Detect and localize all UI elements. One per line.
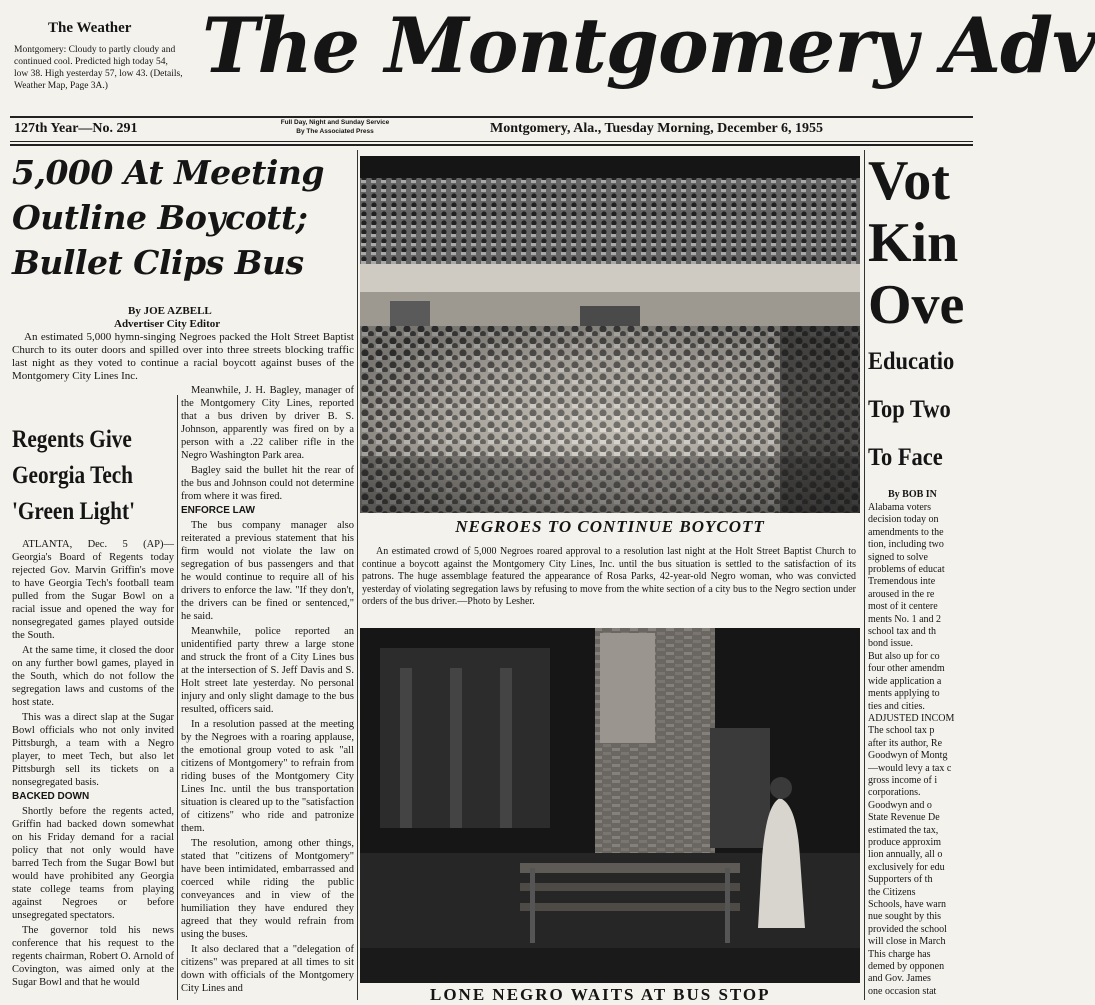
right-story-line: signed to solve	[868, 551, 928, 563]
photo-caption-text: An estimated crowd of 5,000 Negroes roared approval to a resolution last night at the Holt Street Baptist Church to continue a boycott against the Montgomery City Lines, Inc. until the bus situation is settled to the satisfaction of its patrons. The huge assemblage featured the appearance of Rosa Parks, 42-year-old Negro woman, who was convicted yesterday of violating segregation laws by refusing to move from the white section of a city bus to the Negro section under orders of the bus driver.—Photo by Lesher.	[362, 546, 856, 607]
right-story-line: provided the school	[868, 923, 947, 935]
main-story-column	[181, 384, 354, 994]
right-subhead-line: To Face	[868, 444, 943, 471]
right-story-text	[868, 502, 973, 998]
right-story-line: tion, including two	[868, 539, 944, 551]
weather-report: Montgomery: Cloudy to partly cloudy and continued cool. Predicted high today 54, low 38. High yesterday 57, low 43. (Details, Weather Map, Page 3A.)	[14, 45, 183, 91]
year-number: 127th Year—No. 291	[14, 121, 138, 136]
right-subhead-line: Top Two	[868, 396, 951, 423]
right-story-line: But also up for co	[868, 650, 940, 662]
story-paragraph: The bus company manager also reiterated a previous statement that his firm would not violate the law on segregation of bus passengers and that he would continue to require all of his drivers to enforce the law. "If they don't, the drivers can be fined or sentenced," he said.	[181, 520, 354, 622]
column-divider	[357, 150, 358, 1000]
photo-caption-title: NEGROES TO CONTINUE BOYCOTT	[455, 517, 765, 536]
right-story-line: gross income of i	[868, 774, 938, 786]
right-headline-line: Kin	[868, 212, 959, 274]
bus-stop-photo	[360, 628, 860, 983]
story-paragraph: It also declared that a "delegation of citizens" was prepared at all times to sit down with officials of the Montgomery City Lines and	[181, 944, 354, 994]
byline-title: Advertiser City Editor	[114, 318, 221, 330]
byline: By JOE AZBELL	[128, 305, 212, 317]
column-divider	[177, 395, 178, 1000]
right-story-line: produce approxim	[868, 836, 942, 848]
right-story-line: school tax and th	[868, 626, 937, 638]
right-story-line: one occasion stat	[868, 985, 937, 997]
right-story-line: Schools, have warn	[868, 899, 947, 910]
headline-line: 5,000 At Meeting	[12, 153, 324, 192]
dateline: Montgomery, Ala., Tuesday Morning, December 6, 1955	[490, 121, 824, 136]
story-paragraph: Meanwhile, J. H. Bagley, manager of the Montgomery City Lines, reported that a bus driven by driver B. S. Johnson, apparently was fired on by a person with a .22 caliber rifle in the Negro Washington Park area.	[181, 385, 354, 461]
regents-story-column	[12, 538, 174, 1000]
right-story-line: —would levy a tax c	[868, 762, 952, 774]
right-story-line: the Citizens	[868, 886, 916, 898]
right-story-line: will close in March	[868, 936, 946, 948]
right-story-line: after its author, Re	[868, 737, 943, 749]
right-story-line: Alabama voters	[868, 502, 932, 513]
right-byline: By BOB IN	[888, 489, 937, 500]
right-story-line: State Revenue De	[868, 812, 940, 824]
story-paragraph: Meanwhile, police reported an unidentified party threw a large stone and struck the front of a City Lines bus at the intersection of S. Jeff Davis and S. Holt street late yesterday. No personal injury and only slight damage to the bus resulted, officers said.	[181, 626, 354, 715]
church-crowd-photo	[360, 156, 860, 513]
bottom-photo-caption: LONE NEGRO WAITS AT BUS STOP	[430, 985, 771, 1004]
story-subhead: ENFORCE LAW	[181, 505, 255, 516]
headline-line: Outline Boycott;	[12, 198, 308, 237]
top-rule	[10, 116, 973, 118]
info-rule-double	[10, 144, 973, 146]
right-story-line: demed by opponen	[868, 961, 945, 973]
story-paragraph: ATLANTA, Dec. 5 (AP)—Georgia's Board of Regents today rejected Gov. Marvin Griffin's move to have Georgia Tech's football team pulled from the Sugar Bowl on a racial issue and opened the way for nonsegregated games played outside the South.	[12, 539, 174, 641]
right-story-line: Goodwyn of Montg	[868, 750, 948, 762]
story-paragraph: Bagley said the bullet hit the rear of the bus and Johnson could not determine from where it was fired.	[181, 465, 354, 502]
right-subhead-line: Educatio	[868, 348, 955, 375]
right-story-line: problems of educat	[868, 564, 945, 576]
headline-line: Georgia Tech	[12, 462, 134, 489]
lead-text: An estimated 5,000 hymn-singing Negroes packed the Holt Street Baptist Church to its outer doors and spilled over into three streets blocking traffic last night as they voted to continue a racial boycott against buses of the Montgomery City Lines Inc.	[12, 331, 354, 382]
column-divider	[864, 150, 865, 1000]
right-story-line: aroused in the re	[868, 588, 935, 600]
weather-title: The Weather	[48, 20, 132, 36]
right-story-line: The school tax p	[868, 725, 935, 737]
right-headline-line: Vot	[868, 150, 950, 212]
lead-paragraph	[12, 331, 354, 383]
wire-line-1: Full Day, Night and Sunday Service	[280, 119, 390, 126]
story-paragraph: Shortly before the regents acted, Griffin had backed down somewhat on his Friday demand for a racial policy that not only would have barred Tech from the Sugar Bowl but would have prohibited any Georgia state college teams from playing against Negroes or before unsegregated spectators.	[12, 806, 174, 921]
right-story-line: ments applying to	[868, 688, 940, 700]
right-story-line: amendments to the	[868, 526, 944, 538]
masthead-title: The Montgomery Adv	[202, 1, 1095, 90]
story-paragraph: The governor told his news conference that his request to the regents chairman, Robert O. Arnold of Covington, was aimed only at the Sugar Bowl and that he would	[12, 925, 174, 988]
right-story-line: exclusively for edu	[868, 861, 945, 873]
headline-line: 'Green Light'	[12, 498, 135, 525]
right-story-line: most of it centere	[868, 601, 938, 613]
right-headline-line: Ove	[868, 274, 965, 336]
right-story-line: Supporters of th	[868, 874, 933, 886]
right-story-line: ADJUSTED INCOM	[868, 712, 955, 724]
right-story-line: ties and cities.	[868, 700, 925, 712]
wire-line-2: By The Associated Press	[296, 128, 374, 135]
right-story-line: nue sought by this	[868, 911, 942, 923]
right-story-line: four other amendm	[868, 663, 945, 675]
info-rule	[10, 141, 973, 142]
right-story-line: estimated the tax,	[868, 824, 939, 836]
story-paragraph: The resolution, among other things, stated that "citizens of Montgomery" have been intimidated, embarrassed and coerced while riding the public conveyances and in view of the humiliation they have endured they agreed that they would refrain from using the buses.	[181, 838, 354, 940]
right-story-line: ments No. 1 and 2	[868, 613, 942, 625]
wire-service	[255, 118, 415, 136]
right-story-line: bond issue.	[868, 638, 913, 650]
main-headline	[12, 150, 352, 285]
story-paragraph: In a resolution passed at the meeting by the Negroes with a roaring applause, the emotional group voted to ask "all citizens of Montgomery" to refrain from riding buses of the Montgomery City Lines Inc. until the bus transportation situation is cleared up to the "satisfaction of citizens" who ride and patronize them.	[181, 719, 354, 834]
right-story-line: corporations.	[868, 787, 921, 799]
story-paragraph: At the same time, it closed the door on any further bowl games, played in the South, which do not follow the segregation laws and customs of the host state.	[12, 645, 174, 708]
headline-line: Regents Give	[12, 426, 132, 453]
right-story-line: decision today on	[868, 514, 939, 526]
right-story-line: This charge has	[868, 948, 931, 960]
story-paragraph: This was a direct slap at the Sugar Bowl officials who not only invited Pittsburgh, a team with a Negro player, to meet Tech, but also let Pittsburgh sell its tickets on a nonsegregated basis.	[12, 712, 174, 788]
right-story-line: Goodwyn and o	[868, 799, 932, 811]
right-story-line: lion annually, all o	[868, 849, 943, 861]
right-story-line: Tremendous inte	[868, 576, 936, 588]
story-subhead: BACKED DOWN	[12, 791, 90, 802]
headline-line: Bullet Clips Bus	[12, 243, 304, 282]
right-story	[868, 150, 973, 1000]
regents-headline	[12, 422, 148, 530]
right-story-line: wide application a	[868, 675, 942, 687]
right-story-line: and Gov. James	[868, 973, 931, 985]
